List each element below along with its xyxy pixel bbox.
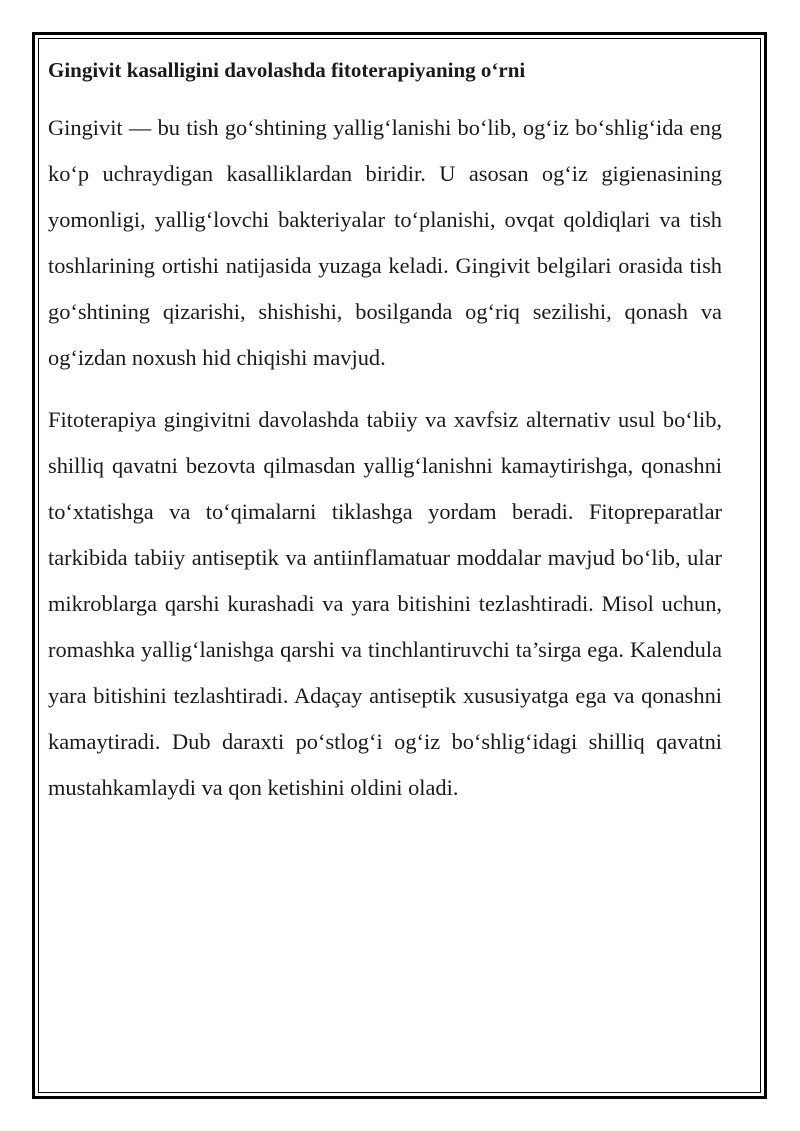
document-title: Gingivit kasalligini davolashda fitoterapiyaning o‘rni (48, 58, 526, 82)
paragraph-gingivitis-description: Gingivit — bu tish go‘shtining yallig‘lanishi bo‘lib, og‘iz bo‘shlig‘ida eng ko‘p uchraydigan kasalliklardan biridir. U asosan og‘iz gigienasining yomonligi, yallig‘lovchi bakteriyalar to‘planishi, ovqat qoldiqlari va tish toshlarining ortishi natijasida yuzaga keladi. Gingivit belgilari orasida tish go‘shtining qizarishi, shishishi, bosilganda og‘riq sezilishi, qonash va og‘izdan noxush hid chiqishi mavjud. (48, 115, 722, 370)
document-body (48, 55, 722, 827)
paragraph-phytotherapy: Fitoterapiya gingivitni davolashda tabiiy va xavfsiz alternativ usul bo‘lib, shilliq qavatni bezovta qilmasdan yallig‘lanishni kamaytirishga, qonashni to‘xtatishga va to‘qimalarni tiklashga yordam beradi. Fitopreparatlar tarkibida tabiiy antiseptik va antiinflamatuar moddalar mavjud bo‘lib, ular mikroblarga qarshi kurashadi va yara bitishini tezlashtiradi. Misol uchun, romashka yallig‘lanishga qarshi va tinchlantiruvchi ta’sirga ega. Kalendula yara bitishini tezlashtiradi. Adaçay antiseptik xususiyatga ega va qonashni kamaytiradi. Dub daraxti po‘stlog‘i og‘iz bo‘shlig‘idagi shilliq qavatni mustahkamlaydi va qon ketishini oldini oladi. (48, 407, 722, 800)
